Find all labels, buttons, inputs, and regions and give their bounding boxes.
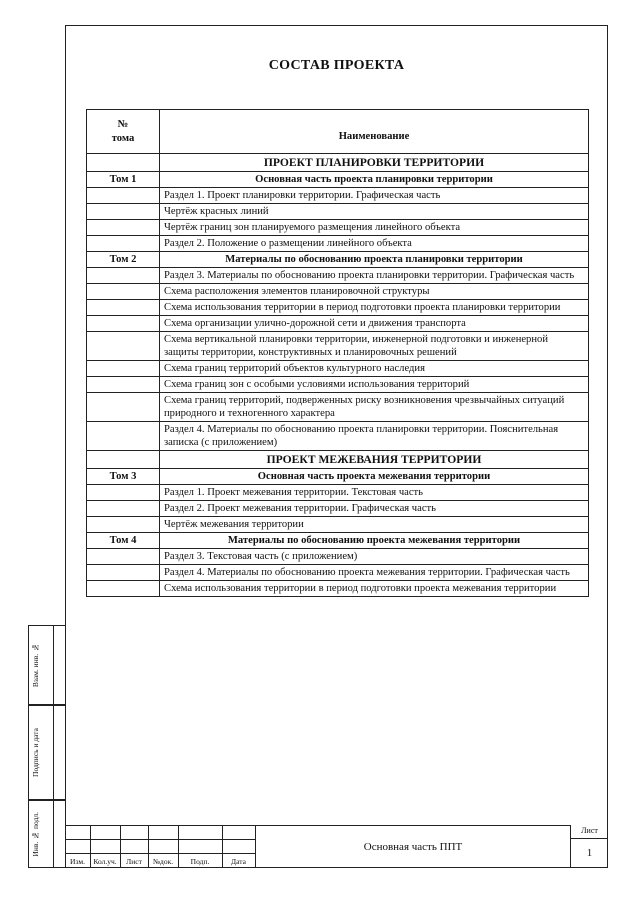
item-name: Чертёж красных линий	[160, 204, 589, 220]
sheet-box	[571, 825, 608, 868]
table-row	[87, 422, 589, 451]
item-name: Чертёж межевания территории	[160, 517, 589, 533]
volume-cell	[87, 451, 160, 469]
item-name: Раздел 1. Проект планировки территории. Графическая часть	[160, 188, 589, 204]
volume-cell	[87, 332, 160, 361]
volume-number: Том 1	[87, 172, 160, 188]
composition-table-body	[87, 110, 589, 597]
volume-cell	[87, 393, 160, 422]
table-row	[87, 501, 589, 517]
volume-cell	[87, 300, 160, 316]
page-title: СОСТАВ ПРОЕКТА	[268, 58, 405, 73]
volume-cell	[87, 268, 160, 284]
table-row	[87, 300, 589, 316]
item-name: Схема границ зон с особыми условиями использования территорий	[160, 377, 589, 393]
item-name: Раздел 2. Положение о размещении линейного объекта	[160, 236, 589, 252]
item-name: Чертёж границ зон планируемого размещения линейного объекта	[160, 220, 589, 236]
volume-number: Том 3	[87, 469, 160, 485]
col-doc-number: №док.	[152, 857, 174, 866]
table-row	[87, 361, 589, 377]
table-row	[87, 581, 589, 597]
volume-cell	[87, 377, 160, 393]
table-row	[87, 204, 589, 220]
side-stamp-signature	[28, 705, 65, 800]
volume-cell	[87, 501, 160, 517]
volume-cell	[87, 154, 160, 172]
volume-cell	[87, 236, 160, 252]
volume-cell	[87, 565, 160, 581]
table-row	[87, 332, 589, 361]
volume-cell	[87, 549, 160, 565]
item-name: Раздел 2. Проект межевания территории. Графическая часть	[160, 501, 589, 517]
volume-row	[87, 469, 589, 485]
item-name: Схема расположения элементов планировочной структуры	[160, 284, 589, 300]
col-date: Дата	[231, 857, 246, 866]
volume-cell	[87, 316, 160, 332]
item-name: Схема вертикальной планировки территории, инженерной подготовки и инженерной защиты территории, конструктивных и планировочных решений	[160, 332, 589, 361]
section-row	[87, 451, 589, 469]
volume-cell	[87, 188, 160, 204]
volume-title: Основная часть проекта планировки территории	[160, 172, 589, 188]
title-block	[65, 825, 608, 868]
section-title: ПРОЕКТ МЕЖЕВАНИЯ ТЕРРИТОРИИ	[160, 451, 589, 469]
item-name: Схема организации улично-дорожной сети и движения транспорта	[160, 316, 589, 332]
item-name: Раздел 3. Текстовая часть (с приложением)	[160, 549, 589, 565]
side-stamp-replacement	[28, 625, 65, 705]
volume-title: Материалы по обоснованию проекта планировки территории	[160, 252, 589, 268]
table-row	[87, 220, 589, 236]
section-title: ПРОЕКТ ПЛАНИРОВКИ ТЕРРИТОРИИ	[160, 154, 589, 172]
table-row	[87, 393, 589, 422]
volume-row	[87, 533, 589, 549]
col-sheet: Лист	[126, 857, 142, 866]
composition-table	[86, 109, 589, 597]
item-name: Схема границ территорий объектов культурного наследия	[160, 361, 589, 377]
table-row	[87, 377, 589, 393]
volume-cell	[87, 204, 160, 220]
col-change: Изм.	[70, 857, 85, 866]
item-name: Раздел 4. Материалы по обоснованию проекта планировки территории. Пояснительная записка (с приложением)	[160, 422, 589, 451]
header-volume-number: № тома	[87, 110, 160, 154]
side-stamp-original	[28, 800, 65, 868]
item-name: Раздел 4. Материалы по обоснованию проекта межевания территории. Графическая часть	[160, 565, 589, 581]
table-row	[87, 188, 589, 204]
table-row	[87, 236, 589, 252]
table-row	[87, 268, 589, 284]
sheet-number: 1	[586, 847, 593, 859]
header-name: Наименование	[160, 110, 589, 154]
side-label-replacement: Взам. инв. №	[30, 642, 40, 688]
item-name: Раздел 1. Проект межевания территории. Текстовая часть	[160, 485, 589, 501]
item-name: Схема границ территорий, подверженных риску возникновения чрезвычайных ситуаций природного и техногенного характера	[160, 393, 589, 422]
table-row	[87, 549, 589, 565]
volume-cell	[87, 581, 160, 597]
table-row	[87, 284, 589, 300]
item-name: Раздел 3. Материалы по обоснованию проекта планировки территории. Графическая часть	[160, 268, 589, 284]
volume-cell	[87, 485, 160, 501]
table-header-row	[87, 110, 589, 154]
table-row	[87, 517, 589, 533]
volume-number: Том 2	[87, 252, 160, 268]
item-name: Схема использования территории в период подготовки проекта планировки территории	[160, 300, 589, 316]
side-label-signature: Подпись и дата	[30, 728, 40, 777]
col-count: Кол.уч.	[93, 857, 117, 866]
item-name: Схема использования территории в период подготовки проекта межевания территории	[160, 581, 589, 597]
table-row	[87, 485, 589, 501]
volume-cell	[87, 220, 160, 236]
table-row	[87, 565, 589, 581]
volume-cell	[87, 284, 160, 300]
volume-cell	[87, 517, 160, 533]
section-row	[87, 154, 589, 172]
volume-number: Том 4	[87, 533, 160, 549]
volume-cell	[87, 422, 160, 451]
volume-cell	[87, 361, 160, 377]
table-row	[87, 316, 589, 332]
volume-row	[87, 252, 589, 268]
sheet-label: Лист	[581, 826, 598, 835]
side-label-original: Инв. № подл.	[30, 811, 40, 857]
volume-title: Материалы по обоснованию проекта межевания территории	[160, 533, 589, 549]
volume-title: Основная часть проекта межевания территории	[160, 469, 589, 485]
volume-row	[87, 172, 589, 188]
revision-grid	[65, 825, 255, 868]
col-signature: Подп.	[190, 857, 210, 866]
document-name: Основная часть ППТ	[255, 825, 571, 868]
